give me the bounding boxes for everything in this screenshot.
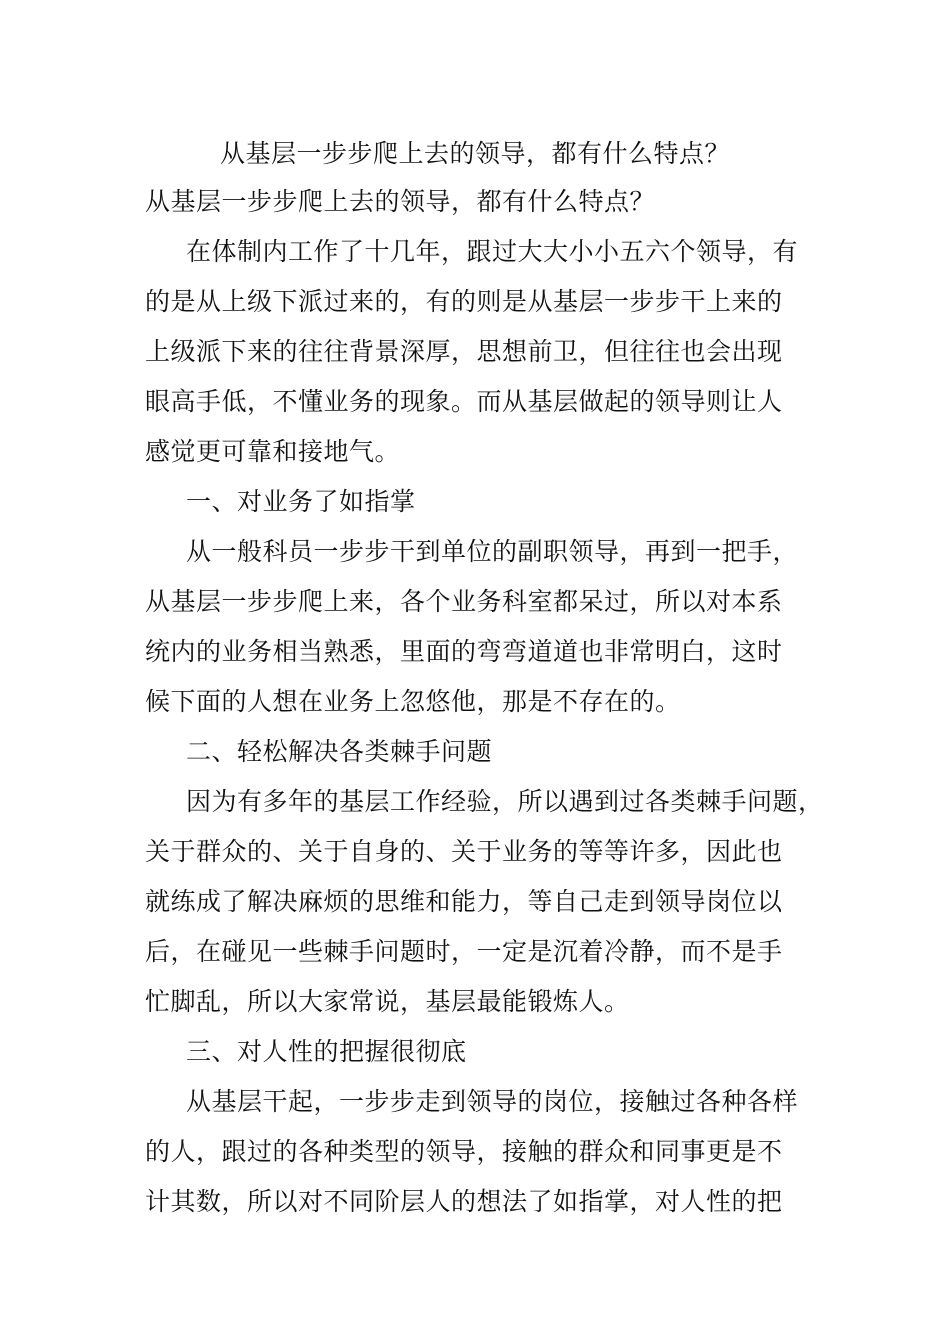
paragraph-line: 从一般科员一步步干到单位的副职领导，再到一把手，: [186, 537, 799, 566]
paragraph-line: 感觉更可靠和接地气。: [145, 437, 401, 466]
section-heading: 三、对人性的把握很彻底: [186, 1037, 467, 1066]
paragraph-line: 因为有多年的基层工作经验，所以遇到过各类棘手问题，: [186, 787, 824, 816]
paragraph-line: 关于群众的、关于自身的、关于业务的等等许多，因此也: [145, 837, 783, 866]
paragraph-line: 的人，跟过的各种类型的领导，接触的群众和同事更是不: [145, 1137, 783, 1166]
section-heading: 二、轻松解决各类棘手问题: [186, 737, 493, 766]
section-heading: 一、对业务了如指掌: [186, 487, 416, 516]
paragraph-line: 眼高手低，不懂业务的现象。而从基层做起的领导则让人: [145, 387, 783, 416]
paragraph-line: 统内的业务相当熟悉，里面的弯弯道道也非常明白，这时: [145, 637, 783, 666]
paragraph-line: 候下面的人想在业务上忽悠他，那是不存在的。: [145, 687, 681, 716]
document-subtitle: 从基层一步步爬上去的领导，都有什么特点？: [145, 187, 656, 216]
paragraph-line: 上级派下来的往往背景深厚，思想前卫，但往往也会出现: [145, 337, 783, 366]
paragraph-line: 后，在碰见一些棘手问题时，一定是沉着冷静，而不是手: [145, 937, 783, 966]
paragraph-line: 忙脚乱，所以大家常说，基层最能锻炼人。: [145, 987, 630, 1016]
paragraph-line: 在体制内工作了十几年，跟过大大小小五六个领导，有: [186, 237, 799, 266]
paragraph-line: 计其数，所以对不同阶层人的想法了如指掌，对人性的把: [145, 1187, 783, 1216]
paragraph-line: 从基层一步步爬上来，各个业务科室都呆过，所以对本系: [145, 587, 783, 616]
paragraph-line: 从基层干起，一步步走到领导的岗位，接触过各种各样: [186, 1087, 799, 1116]
document-title: 从基层一步步爬上去的领导，都有什么特点？: [220, 139, 731, 168]
paragraph-line: 的是从上级下派过来的，有的则是从基层一步步干上来的: [145, 287, 783, 316]
paragraph-line: 就练成了解决麻烦的思维和能力，等自己走到领导岗位以: [145, 887, 783, 916]
